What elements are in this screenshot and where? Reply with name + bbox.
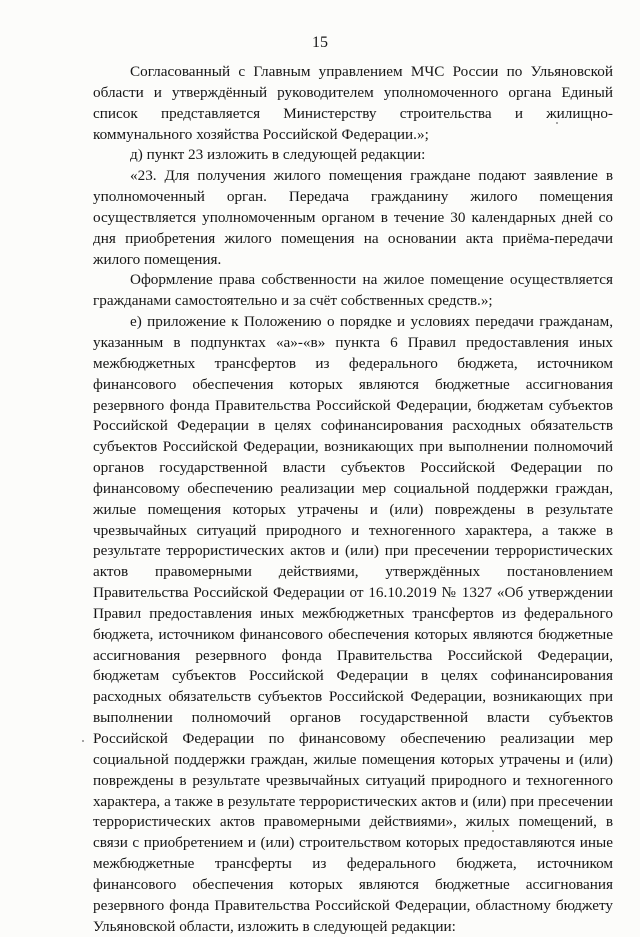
page-number: 15 (312, 34, 328, 51)
paragraph-agreed-list: Согласованный с Главным управлением МЧС России по Ульяновской области и утверждённый руководителем уполномоченного органа Единый список представляется Министерству строительства и жилищно-коммунального хозяйства Российской Федерации.»; (93, 63, 613, 143)
scan-mark (556, 122, 558, 124)
scan-mark (492, 830, 494, 832)
paragraph-ownership: Оформление права собственности на жилое помещение осуществляется гражданами самостоятельно и за счёт собственных средств.»; (93, 271, 613, 310)
scan-mark (82, 740, 84, 742)
paragraph-clause-d: д) пункт 23 изложить в следующей редакции: (130, 146, 426, 164)
paragraph-clause-e: е) приложение к Положению о порядке и условиях передачи гражданам, указанным в подпунктах «а»-«в» пункта 6 Правил предоставления иных межбюджетных трансфертов из федерального бюджета, источником финансового обеспечения которых являются бюджетные ассигнования резервного фонда Правительства Российской Федерации, бюджетам субъектов Российской Федерации в целях софинансирования расходных обязательств субъектов Российской Федерации, возникающих при выполнении полномочий органов государственной власти субъектов Российской Федерации по финансовому обеспечению реализации мер социальной поддержки граждан, жилые помещения которых утрачены и (или) повреждены в результате чрезвычайных ситуаций природного и техногенного характера, а также в результате террористических актов и (или) при пресечении террористических актов правомерными действиями, утверждённых постановлением Правительства Российской Федерации от 16.10.2019 № 1327 «Об утверждении Правил предоставления иных межбюджетных трансфертов из федерального бюджета, источником финансового обеспечения которых являются бюджетные ассигнования резервного фонда Правительства Российской Федерации, бюджетам субъектов Российской Федерации в целях софинансирования расходных обязательств субъектов Российской Федерации, возникающих при выполнении полномочий органов государственной власти субъектов Российской Федерации по финансовому обеспечению реализации мер социальной поддержки граждан, жилые помещения которых утрачены и (или) повреждены в результате чрезвычайных ситуаций природного и техногенного характера, а также в результате террористических актов и (или) при пресечении террористических актов правомерными действиями», жилых помещений, в связи с приобретением и (или) строительством которых предоставляются иные межбюджетные трансферты из федерального бюджета, источником финансового обеспечения которых являются бюджетные ассигнования резервного фонда Правительства Российской Федерации, областному бюджету Ульяновской области, изложить в следующей редакции: (93, 313, 613, 935)
document-body (93, 62, 613, 937)
paragraph-item-23: «23. Для получения жилого помещения граждане подают заявление в уполномоченный орган. Передача гражданину жилого помещения осуществляется уполномоченным органом в течение 30 календарных дней со дня приобретения жилого помещения на основании акта приёма-передачи жилого помещения. (93, 167, 613, 268)
